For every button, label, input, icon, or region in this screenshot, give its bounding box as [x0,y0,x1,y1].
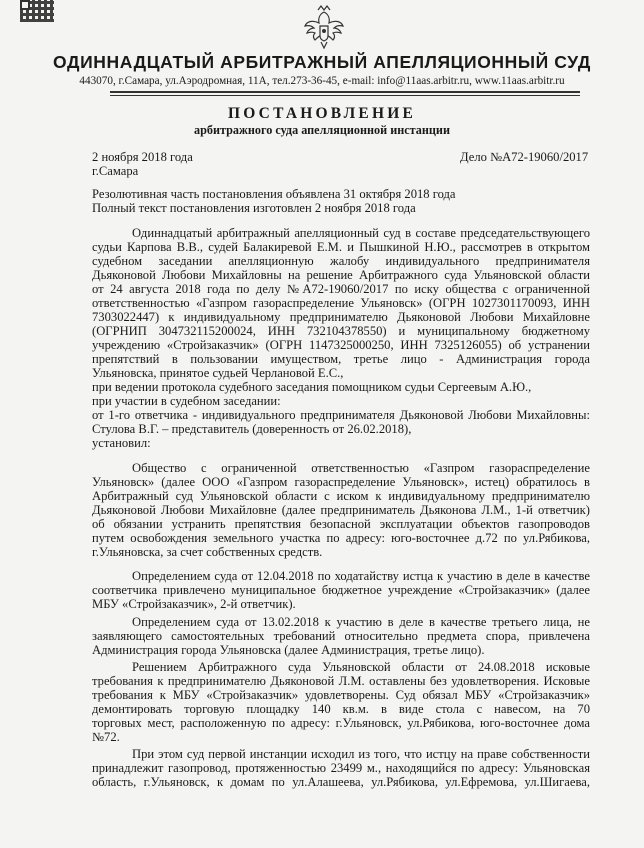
body-line: от 1-го ответчика - индивидуального предпринимателя Дьяконовой Любови Михайловны: [92,408,590,422]
body-line: установил: [92,436,151,450]
document-subtitle: арбитражного суда апелляционной инстанции [194,123,450,137]
decision-date: 2 ноября 2018 года [92,150,193,164]
header-divider-thin [110,95,580,96]
body-line: путем освобождения земельного участка по адресу: юго-восточнее д.72 по ул.Рябикова, [92,531,590,545]
body-line: г.Ульяновска, за счет собственных средств. [92,545,323,559]
court-address: 443070, г.Самара, ул.Аэродромная, 11А, тел.273-36-45, e-mail: info@11aas.arbitr.ru, www.11aas.arbitr.ru [79,75,565,87]
case-number: Дело №А72-19060/2017 [460,150,589,164]
document-title: ПОСТАНОВЛЕНИЕ [227,105,417,122]
body-line: торговых мест, расположенную по адресу: г.Ульяновск, ул.Рябикова, юго-восточнее дома [92,716,590,730]
body-line: препятствий в пользовании имуществом, третье лицо - Администрация города [92,352,590,366]
body-line: заявляющего самостоятельных требований относительно предмета спора, привлечена [92,629,590,643]
body-line: Дьяконовой Любови Михайловны на решение Арбитражного суда Ульяновской области [92,268,590,282]
body-line: При этом суд первой инстанции исходил из того, что истцу на праве собственности [132,747,590,761]
body-line: Определением суда от 13.02.2018 к участию в деле в качестве третьего лица, не [132,615,590,629]
body-line: требования к МБУ «Стройзаказчик» удовлетворены. Суд обязал МБУ «Стройзаказчик» [92,688,590,702]
body-line: Ульяновска, принятое судьей Черлановой Е.С., [92,366,344,380]
body-line: судебном заседании апелляционную жалобу индивидуального предпринимателя [92,254,590,268]
body-line: 7303022447) к индивидуальному предпринимателю Дьяконовой Любови Михайловне [92,310,590,324]
full-text-line: Полный текст постановления изготовлен 2 ноября 2018 года [92,201,416,215]
body-line: Одиннадцатый арбитражный апелляционный суд в составе председательствующего [132,226,590,240]
body-line: учреждению «Стройзаказчик» (ОГРН 1147325000250, ИНН 7325126055) об устранении [92,338,590,352]
header-divider [110,91,580,93]
body-line: Ульяновск» (далее ООО «Газпром газораспределение Ульяновск», истец) обратилось в [92,475,590,489]
body-line: Дьяконовой Любови Михайловне (далее предприниматель Дьяконова Л.М., 1-й ответчик) [92,503,590,517]
coat-of-arms-icon [303,4,345,50]
body-line: Общество с ограниченной ответственностью «Газпром газораспределение [132,461,590,475]
body-line: судьи Карпова В.В., судей Балакиревой Е.М. и Пышкиной Н.Ю., рассмотрев в открытом [92,240,590,254]
body-line: (ОГРНИП 304732115200024, ИНН 732104378550) и муниципальному бюджетному [92,324,590,338]
body-line: соответчика привлечено муниципальное бюджетное учреждение «Стройзаказчик» (далее [92,583,590,597]
body-line: Определением суда от 12.04.2018 по ходатайству истца к участию в деле в качестве [132,569,590,583]
body-line: МБУ «Стройзаказчик», 2-й ответчик). [92,597,296,611]
body-line: Решением Арбитражного суда Ульяновской области от 24.08.2018 исковые [132,660,590,674]
body-line: демонтировать торговую площадку 140 кв.м. в виде стола с навесом, на 70 [92,702,590,716]
body-line: ответственностью «Газпром газораспределение Ульяновск» (ОГРН 1027301170093, ИНН [92,296,590,310]
body-line: от 24 августа 2018 года по делу №А72-19060/2017 по иску общества с ограниченной [92,282,590,296]
qr-code [20,0,54,22]
body-line: требования к предпринимателю Дьяконовой Л.М. оставлены без удовлетворения. Исковые [92,674,590,688]
court-name: ОДИННАДЦАТЫЙ АРБИТРАЖНЫЙ АПЕЛЛЯЦИОННЫЙ СУД [53,52,591,72]
body-line: Арбитражный суд Ульяновской области с иском к индивидуальному предпринимателю [92,489,590,503]
body-line: при участии в судебном заседании: [92,394,281,408]
body-line: №72. [92,730,120,744]
body-line: область, г.Ульяновск, к домам по ул.Алашеева, ул.Рябикова, ул.Ефремова, ул.Шигаева, [92,775,590,789]
body-line: об обязании устранить препятствия безопасной эксплуатации объектов газопроводов [92,517,590,531]
decision-city: г.Самара [92,164,139,178]
body-line: Администрация города Ульяновска (далее Администрация, третье лицо). [92,643,485,657]
body-line: при ведении протокола судебного заседания помощником судьи Сергеевым А.Ю., [92,380,532,394]
resolution-announced-line: Резолютивная часть постановления объявлена 31 октября 2018 года [92,187,456,201]
body-line: принадлежит газопровод, протяженностью 23499 м., находящийся по адресу: Ульяновская [92,761,590,775]
body-line: Стулова В.Г. – представитель (доверенность от 26.02.2018), [92,422,412,436]
